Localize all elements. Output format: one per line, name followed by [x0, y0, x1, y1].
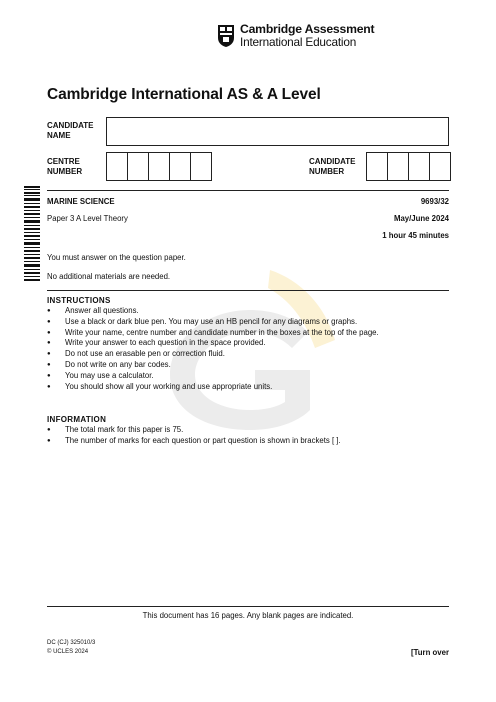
- instructions-heading: INSTRUCTIONS: [47, 296, 111, 305]
- org-name-line1: Cambridge Assessment: [240, 22, 375, 37]
- materials-line1: You must answer on the question paper.: [47, 253, 186, 262]
- candidate-name-field[interactable]: [106, 117, 449, 146]
- barcode: [20, 186, 40, 282]
- information-list: [47, 425, 341, 447]
- exam-session: May/June 2024: [393, 214, 449, 223]
- list-item: ● You may use a calculator.: [47, 371, 379, 382]
- list-item: ● The total mark for this paper is 75.: [47, 425, 341, 436]
- list-item: ● Do not write on any bar codes.: [47, 360, 379, 371]
- centre-number-field[interactable]: [106, 152, 212, 181]
- list-item: ● Use a black or dark blue pen. You may use an HB pencil for any diagrams or graphs.: [47, 317, 379, 328]
- information-heading: INFORMATION: [47, 415, 107, 424]
- divider: [47, 290, 449, 291]
- materials-line2: No additional materials are needed.: [47, 272, 171, 281]
- pages-note: This document has 16 pages. Any blank pages are indicated.: [142, 611, 354, 620]
- list-item: ● Answer all questions.: [47, 306, 379, 317]
- candidate-name-label: CANDIDATE NAME: [47, 121, 94, 140]
- copyright: © UCLES 2024: [47, 649, 89, 655]
- exam-duration: 1 hour 45 minutes: [382, 231, 449, 240]
- org-name-line2: International Education: [240, 35, 357, 50]
- turn-over: [Turn over: [411, 648, 449, 657]
- divider: [47, 606, 449, 607]
- centre-number-label: CENTRE NUMBER: [47, 157, 83, 176]
- subject: MARINE SCIENCE: [47, 197, 115, 206]
- instructions-list: [47, 306, 379, 392]
- list-item: ● Write your answer to each question in the space provided.: [47, 338, 379, 349]
- candidate-number-field[interactable]: [366, 152, 451, 181]
- doc-code: DC (CJ) 325010/3: [47, 640, 96, 646]
- candidate-number-label: CANDIDATE NUMBER: [309, 157, 356, 176]
- divider: [47, 190, 449, 191]
- exam-title: Cambridge International AS & A Level: [47, 86, 321, 103]
- paper-name: Paper 3 A Level Theory: [47, 214, 128, 223]
- cambridge-logo: [217, 22, 377, 50]
- list-item: ● Do not use an erasable pen or correction fluid.: [47, 349, 379, 360]
- crest-icon: [217, 24, 235, 48]
- list-item: ● The number of marks for each question or part question is shown in brackets [ ].: [47, 436, 341, 447]
- list-item: ● Write your name, centre number and candidate number in the boxes at the top of the page.: [47, 328, 379, 339]
- paper-code: 9693/32: [420, 197, 449, 206]
- list-item: ● You should show all your working and use appropriate units.: [47, 382, 379, 393]
